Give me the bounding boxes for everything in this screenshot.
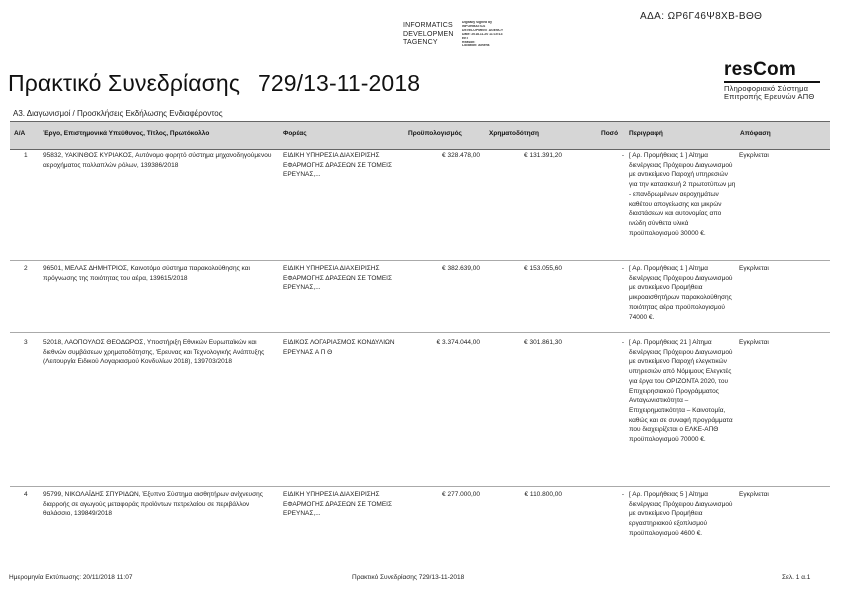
title-text: Πρακτικό Συνεδρίασης [8, 70, 240, 96]
row-description: [ Αρ. Προμήθειας 1 ] Αίτημα διενέργειας Πρόχειρου Διαγωνισμού με αντικείμενο Παροχή υπηρεσιών για την κατασκευή 2 πρωτοτύπων μη - επανδρωμένων αεροχημάτων καθέτου απογείωσης και μικρών διαστάσεων και αυτονομίας απο ινώδη σύνθετα υλικά προϋπολογισμού 30000 €. [629, 152, 736, 237]
row-budget: € 382.639,00 [442, 265, 480, 272]
row-project: 95832, ΥΑΚΙΝΘΟΣ ΚΥΡΙΑΚΟΣ, Αυτόνομο φορητό σύστημα μηχανοδηγούμενου αεροχήματος πολλαπλών ρόλων, 139386/2018 [43, 152, 272, 169]
signature-detail: Date: 2018.11.20 11:15:13 [462, 32, 503, 36]
row-decision: Εγκρίνεται [739, 339, 769, 346]
signature-line: TAGENCY [403, 39, 438, 46]
row-aa: 4 [24, 491, 28, 498]
signature-detail: Location: Athens [462, 44, 490, 48]
row-funding: € 131.391,20 [524, 152, 562, 159]
logo-name: resCom [724, 59, 796, 80]
signature-detail: INFORMATICS [462, 24, 486, 28]
row-divider [10, 332, 830, 333]
row-decision: Εγκρίνεται [739, 265, 769, 272]
row-decision: Εγκρίνεται [739, 491, 769, 498]
signature-detail: Digitally signed by [462, 21, 492, 24]
footer-doc-label: Πρακτικό Συνεδρίασης 729/13-11-2018 [352, 574, 465, 581]
col-amount: Ποσό [601, 130, 619, 137]
row-description: [ Αρ. Προμήθειας 21 ] Αίτημα διενέργειας Πρόχειρου Διαγωνισμού με αντικείμενο Παροχή ελεγκτικών υπηρεσιών από Νόμιμους Ελεγκτές για έργα του ΟΡΙΖΟΝΤΑ 2020, του Επιχειρησιακού Προγράμματος Ανταγωνιστικότητα – Επιχειρηματικότητα – Καινοτομία, καθώς και σε συναφή προγράμματα που διαχειρίζεται ο ΕΛΚΕ-ΑΠΘ προϋπολογισμού 70000 €. [629, 339, 733, 444]
row-aa: 2 [24, 265, 28, 272]
col-project: Έργο, Επιστημονικά Υπεύθυνος, Τίτλος, Πρωτόκολλο [43, 130, 210, 137]
digital-signature-details [462, 21, 532, 48]
row-budget: € 328.478,00 [442, 152, 480, 159]
digital-signature-name [403, 22, 463, 48]
row-budget: € 277.000,00 [442, 491, 480, 498]
section-title: Α3. Διαγωνισμοί / Προσκλήσεις Εκδήλωσης Ενδιαφέροντος [13, 109, 223, 118]
ada-code: ΑΔΑ: ΩΡ6Γ46Ψ8ΧΒ-ΒΘΘ [640, 11, 763, 22]
row-organization: ΕΙΔΙΚΗ ΥΠΗΡΕΣΙΑ ΔΙΑΧΕΙΡΙΣΗΣ ΕΦΑΡΜΟΓΗΣ ΔΡΑΣΕΩΝ ΣΕ ΤΟΜΕΙΣ ΕΡΕΥΝΑΣ,... [283, 152, 392, 179]
row-funding: € 301.861,30 [524, 339, 562, 346]
row-organization: ΕΙΔΙΚΟΣ ΛΟΓΑΡΙΑΣΜΟΣ ΚΟΝΔΥΛΙΩΝ ΕΡΕΥΝΑΣ Α Π Θ [283, 339, 395, 356]
row-divider [10, 486, 830, 487]
row-funding: € 110.800,00 [524, 491, 562, 498]
col-aa: Α/Α [14, 130, 26, 137]
logo-subtitle-1: Πληροφοριακό Σύστημα [724, 84, 809, 93]
logo-subtitle-2: Επιτροπής Ερευνών ΑΠΘ [724, 92, 815, 101]
row-description: [ Αρ. Προμήθειας 5 ] Αίτημα διενέργειας Πρόχειρου Διαγωνισμού με αντικείμενο Προμήθεια εργαστηριακού εξοπλισμού προϋπολογισμού 4600 €. [629, 491, 733, 537]
signature-line: INFORMATICS [403, 22, 453, 29]
row-budget: € 3.374.044,00 [436, 339, 480, 346]
col-budget: Προϋπολογισμός [408, 130, 462, 137]
row-description: [ Αρ. Προμήθειας 1 ] Αίτημα διενέργειας Πρόχειρου Διαγωνισμού με αντικείμενο Προμήθεια μικροαισθητήρων παρακολούθησης ποιότητας αέρα προϋπολογισμού 74000 €. [629, 265, 733, 321]
signature-detail: Reason: [462, 40, 476, 44]
row-organization: ΕΙΔΙΚΗ ΥΠΗΡΕΣΙΑ ΔΙΑΧΕΙΡΙΣΗΣ ΕΦΑΡΜΟΓΗΣ ΔΡΑΣΕΩΝ ΣΕ ΤΟΜΕΙΣ ΕΡΕΥΝΑΣ,... [283, 265, 392, 292]
signature-line: DEVELOPMEN [403, 30, 454, 38]
col-organization: Φορέας [283, 130, 307, 137]
row-funding: € 153.055,60 [524, 265, 562, 272]
col-decision: Απόφαση [740, 130, 771, 137]
row-aa: 1 [24, 152, 28, 159]
page-title [8, 70, 420, 97]
print-date: Ημερομηνία Εκτύπωσης: 20/11/2018 11:07 [9, 574, 133, 581]
col-funding: Χρηματοδότηση [489, 130, 540, 137]
row-project: 52018, ΛΑΟΠΟΥΛΟΣ ΘΕΟΔΩΡΟΣ, Υποστήριξη Εθνικών Ευρωπαϊκών και διεθνών συμβάσεων χρηματοδότησης, 'Ερευνας και Τεχνολογικής Ανάπτυξης (Λειτουργία Ειδικού Λογαριασμού Κονδυλίων 2018), 139703/2018 [43, 339, 265, 366]
row-amount: - [621, 491, 624, 498]
col-description: Περιγραφή [629, 130, 663, 137]
signature-detail: EET [462, 36, 469, 40]
row-amount: - [621, 265, 624, 272]
signature-detail: DEVELOPMENT AGENCY [462, 28, 504, 32]
logo-divider [724, 81, 820, 83]
row-organization: ΕΙΔΙΚΗ ΥΠΗΡΕΣΙΑ ΔΙΑΧΕΙΡΙΣΗΣ ΕΦΑΡΜΟΓΗΣ ΔΡΑΣΕΩΝ ΣΕ ΤΟΜΕΙΣ ΕΡΕΥΝΑΣ,... [283, 491, 392, 518]
row-decision: Εγκρίνεται [739, 152, 769, 159]
row-amount: - [621, 339, 624, 346]
row-project: 96501, ΜΕΛΑΣ ΔΗΜΗΤΡΙΟΣ, Καινοτόμο σύστημα παρακολούθησης και πρόγνωσης της ποιότητας του αέρα, 139615/2018 [43, 265, 250, 282]
row-aa: 3 [24, 339, 28, 346]
rescom-logo [724, 60, 820, 101]
row-project: 95799, ΝΙΚΟΛΑΪΔΗΣ ΣΠΥΡΙΔΩΝ, Έξυπνο Σύστημα αισθητήρων ανίχνευσης διαρροής σε αγωγούς μεταφοράς προϊόντων πετρελαίου σε περιβάλλον θαλάσσιο, 139849/2018 [43, 491, 263, 518]
row-divider [10, 260, 830, 261]
row-amount: - [621, 152, 624, 159]
page-number: Σελ. 1 α.1 [782, 574, 811, 581]
title-number: 729/13-11-2018 [258, 70, 421, 96]
